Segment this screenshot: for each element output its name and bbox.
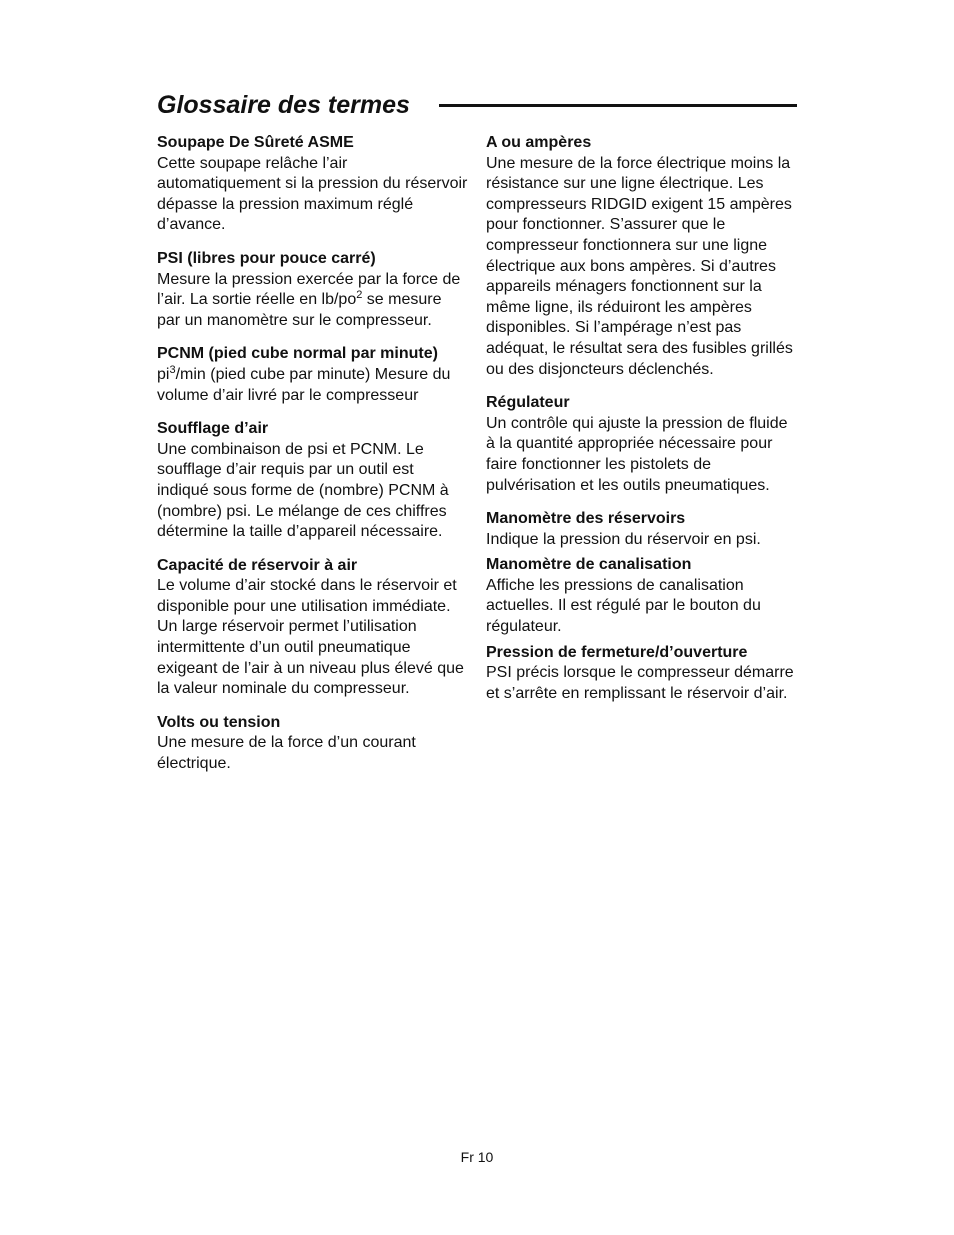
glossary-definition [157, 270, 469, 332]
definition-text: se mesure par un manomètre sur le compresseur. [157, 291, 442, 329]
glossary-entry-amperes [486, 133, 798, 380]
right-column [486, 133, 798, 717]
glossary-entry-cut-pressure [486, 643, 798, 705]
glossary-entry-line-gauge [486, 555, 798, 637]
glossary-entry-volts [157, 713, 469, 775]
definition-text: /min (pied cube par minute) Mesure du volume d’air livré par le compresseur [157, 365, 451, 404]
glossary-entry-pcnm [157, 344, 469, 406]
superscript: 2 [356, 289, 363, 302]
glossary-term: Manomètre de canalisation [486, 556, 692, 574]
glossary-term: Manomètre des réservoirs [486, 510, 686, 528]
glossary-entry-tank-gauge [486, 509, 798, 550]
glossary-term: Soufflage d’air [157, 420, 269, 438]
glossary-definition: Indique la pression du réservoir en psi. [486, 530, 761, 548]
glossary-definition [157, 365, 469, 406]
glossary-definition: PSI précis lorsque le compresseur démarre et s’arrête en remplissant le réservoir d’air. [486, 664, 794, 702]
glossary-term: Régulateur [486, 394, 570, 412]
glossary-definition: Cette soupape relâche l’air automatiquement si la pression du réservoir dépasse la pression maximum réglé d’avance. [157, 154, 468, 234]
page-number: Fr 10 [460, 1149, 494, 1165]
left-column [157, 133, 469, 788]
glossary-term: Pression de fermeture/d’ouverture [486, 643, 748, 661]
page-title: Glossaire des termes [157, 91, 410, 119]
glossary-definition: Une mesure de la force d’un courant électrique. [157, 734, 416, 773]
glossary-entry-regulator [486, 393, 798, 496]
glossary-term: A ou ampères [486, 134, 592, 151]
glossary-term: Volts ou tension [157, 713, 281, 731]
definition-text: pi [157, 365, 170, 383]
glossary-definition: Affiche les pressions de canalisation actuelles. Il est régulé par le bouton du régulateur. [486, 576, 761, 636]
glossary-term: PCNM (pied cube normal par minute) [157, 345, 438, 363]
glossary-definition: Une mesure de la force électrique moins la résistance sur une ligne électrique. Les compresseurs RIDGID exigent 15 ampères pour fonctionner. S’assurer que le compresseur fonctionnera sur une ligne électrique aux bons ampères. Si d’autres appareils ménagers fonctionnent sur la même ligne, ils réduiront les ampères disponibles. Si l’ampérage n’est pas adéquat, le résultat sera des fusibles grillés ou des disjoncteurs déclenchés. [486, 154, 793, 378]
glossary-entry-asme-valve [157, 133, 469, 236]
glossary-entry-tank-capacity [157, 556, 469, 700]
glossary-term: PSI (libres pour pouce carré) [157, 249, 376, 267]
glossary-definition: Le volume d’air stocké dans le réservoir et disponible pour une utilisation immédiate. Un large réservoir permet l’utilisation intermittente d’un outil pneumatique exigeant de l’air à un niveau plus élevé que la valeur nominale du compresseur. [157, 577, 464, 698]
glossary-term: Capacité de réservoir à air [157, 556, 358, 574]
title-rule [439, 104, 797, 107]
glossary-entry-air-blow [157, 419, 469, 543]
title-row [157, 88, 797, 124]
definition-text: Mesure la pression exercée par la force de l’air. La sortie réelle en lb/po [157, 270, 461, 309]
glossary-definition: Une combinaison de psi et PCNM. Le soufflage d’air requis par un outil est indiqué sous forme de (nombre) PCNM à (nombre) psi. Le mélange de ces chiffres détermine la taille d’appareil nécessaire. [157, 440, 449, 541]
glossary-entry-psi [157, 249, 469, 331]
glossary-definition: Un contrôle qui ajuste la pression de fluide à la quantité appropriée nécessaire pour faire fonctionner les pistolets de pulvérisation et les outils pneumatiques. [486, 414, 788, 494]
glossary-term: Soupape De Sûreté ASME [157, 134, 354, 151]
superscript: 3 [169, 363, 176, 376]
